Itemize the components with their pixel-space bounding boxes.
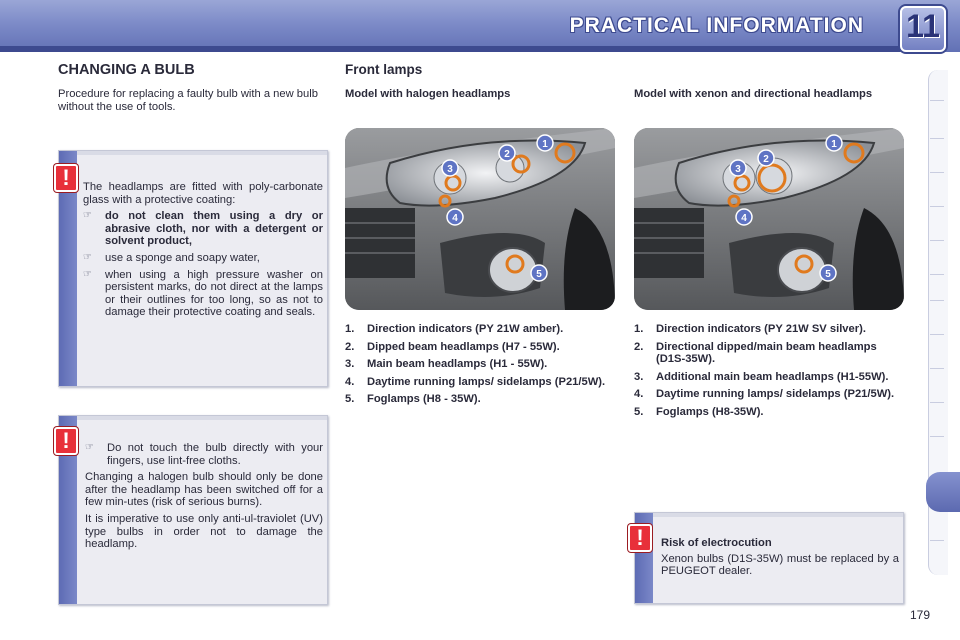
list-item <box>83 210 323 248</box>
car-front-illustration <box>345 128 615 310</box>
warning-paragraph: It is imperative to use only anti-ul-traviolet (UV) type bulbs in order not to damage the headlamp. <box>85 512 323 551</box>
car-front-illustration <box>634 128 904 310</box>
index-tick <box>930 206 944 207</box>
callout-label: 4 <box>452 213 458 224</box>
item-number: 4. <box>634 388 644 401</box>
item-text: Daytime running lamps/ sidelamps (P21/5W). <box>367 375 606 388</box>
index-tick <box>930 138 944 139</box>
item-number: 1. <box>345 323 355 335</box>
item-number: 2. <box>634 340 644 353</box>
callout-label: 5 <box>536 269 542 280</box>
warning-bar-top <box>77 416 327 420</box>
index-tick <box>930 436 944 437</box>
index-tick <box>930 274 944 275</box>
list-item <box>345 358 620 371</box>
item-number: 3. <box>634 370 644 383</box>
warning-bar-top <box>653 513 903 517</box>
item-text: Directional dipped/main beam headlamps (D1S-35W). <box>656 340 877 366</box>
index-tick <box>930 402 944 403</box>
warning-box-bulb-handling <box>58 415 328 605</box>
index-tick <box>930 368 944 369</box>
callout-label: 1 <box>831 139 837 150</box>
item-text: Foglamps (H8-35W). <box>656 405 764 418</box>
item-text: Direction indicators (PY 21W SV silver). <box>656 323 866 335</box>
item-text: Daytime running lamps/ sidelamps (P21/5W). <box>656 388 895 401</box>
list-item <box>634 341 909 366</box>
warning-icon: ! <box>628 524 652 552</box>
callout-label: 2 <box>763 154 769 165</box>
index-tick <box>930 300 944 301</box>
chapter-number: 11 <box>906 8 940 44</box>
intro-paragraph: Procedure for replacing a faulty bulb with a new bulb without the use of tools. <box>58 88 318 113</box>
callout-label: 3 <box>735 164 741 175</box>
list-item <box>345 393 620 406</box>
warning-text <box>661 537 899 582</box>
item-number: 5. <box>634 405 644 418</box>
index-tick <box>930 540 944 541</box>
item-text: Main beam headlamps (H1 - 55W). <box>367 358 548 371</box>
risk-title: Risk of electrocution <box>661 537 772 549</box>
list-item <box>83 252 323 265</box>
item-number: 5. <box>345 393 355 406</box>
callout-label: 5 <box>825 269 831 280</box>
item-number: 1. <box>634 323 644 335</box>
item-number: 2. <box>345 340 355 353</box>
halogen-lamp-list <box>345 323 620 411</box>
section-title: CHANGING A BULB <box>58 62 195 78</box>
item-text: Foglamps (H8 - 35W). <box>367 393 481 406</box>
page-number: 179 <box>910 608 931 622</box>
pointer-icon: ☞ <box>83 210 92 222</box>
list-item <box>634 406 909 419</box>
pointer-icon: ☞ <box>83 268 92 280</box>
warning-box-headlamp-care <box>58 150 328 387</box>
list-item <box>634 388 909 401</box>
halogen-heading: Model with halogen headlamps <box>345 88 511 100</box>
item-text: Additional main beam headlamps (H1-55W). <box>656 370 889 383</box>
front-lamps-title: Front lamps <box>345 62 423 77</box>
header-shadow <box>0 46 900 52</box>
callout-label: 2 <box>504 149 510 160</box>
xenon-lamp-list <box>634 323 909 424</box>
index-tick <box>930 334 944 335</box>
warning-paragraph: Changing a halogen bulb should only be done after the headlamp has been switched off for a few min-utes (risk of serious burns). <box>85 471 323 509</box>
list-item <box>345 376 620 389</box>
list-item <box>345 341 620 354</box>
item-number: 3. <box>345 358 355 371</box>
list-item <box>634 323 909 336</box>
list-item <box>634 371 909 384</box>
index-tick <box>930 100 944 101</box>
callout-label: 4 <box>741 213 747 224</box>
xenon-heading: Model with xenon and directional headlamps <box>634 88 873 100</box>
xenon-headlamp-photo <box>634 128 904 310</box>
bullet-text: use a sponge and soapy water, <box>105 251 260 264</box>
item-number: 4. <box>345 375 355 388</box>
bullet-text: when using a high pressure washer on persistent marks, do not direct at the lamps or their outlines for too long, so as not to damage their protective coating and seals. <box>105 268 323 319</box>
halogen-headlamp-photo <box>345 128 615 310</box>
warning-intro: The headlamps are fitted with poly-carbonate glass with a protective coating: <box>83 181 323 206</box>
callout-label: 1 <box>542 139 548 150</box>
index-tick <box>930 240 944 241</box>
item-text: Direction indicators (PY 21W amber). <box>367 323 564 335</box>
item-text: Dipped beam headlamps (H7 - 55W). <box>367 340 560 353</box>
warning-text <box>85 442 323 555</box>
pointer-icon: ☞ <box>83 251 92 263</box>
warning-text <box>83 181 323 323</box>
index-tick <box>930 172 944 173</box>
list-item <box>83 269 323 319</box>
pointer-icon: ☞ <box>85 442 94 453</box>
list-item <box>85 442 323 467</box>
warning-icon: ! <box>54 427 78 455</box>
bullet-text: Do not touch the bulb directly with your fingers, use lint-free cloths. <box>107 442 323 467</box>
warning-box-electrocution <box>634 512 904 604</box>
bullet-text: do not clean them using a dry or abrasive cloth, nor with a detergent or solvent product, <box>105 210 323 248</box>
warning-bar-top <box>77 151 327 155</box>
chapter-title: PRACTICAL INFORMATION <box>569 14 864 37</box>
risk-text: Xenon bulbs (D1S-35W) must be replaced by a PEUGEOT dealer. <box>661 552 899 578</box>
callout-label: 3 <box>447 164 453 175</box>
list-item <box>345 323 620 336</box>
chapter-index-tab-active[interactable] <box>926 472 960 512</box>
warning-icon: ! <box>54 164 78 192</box>
